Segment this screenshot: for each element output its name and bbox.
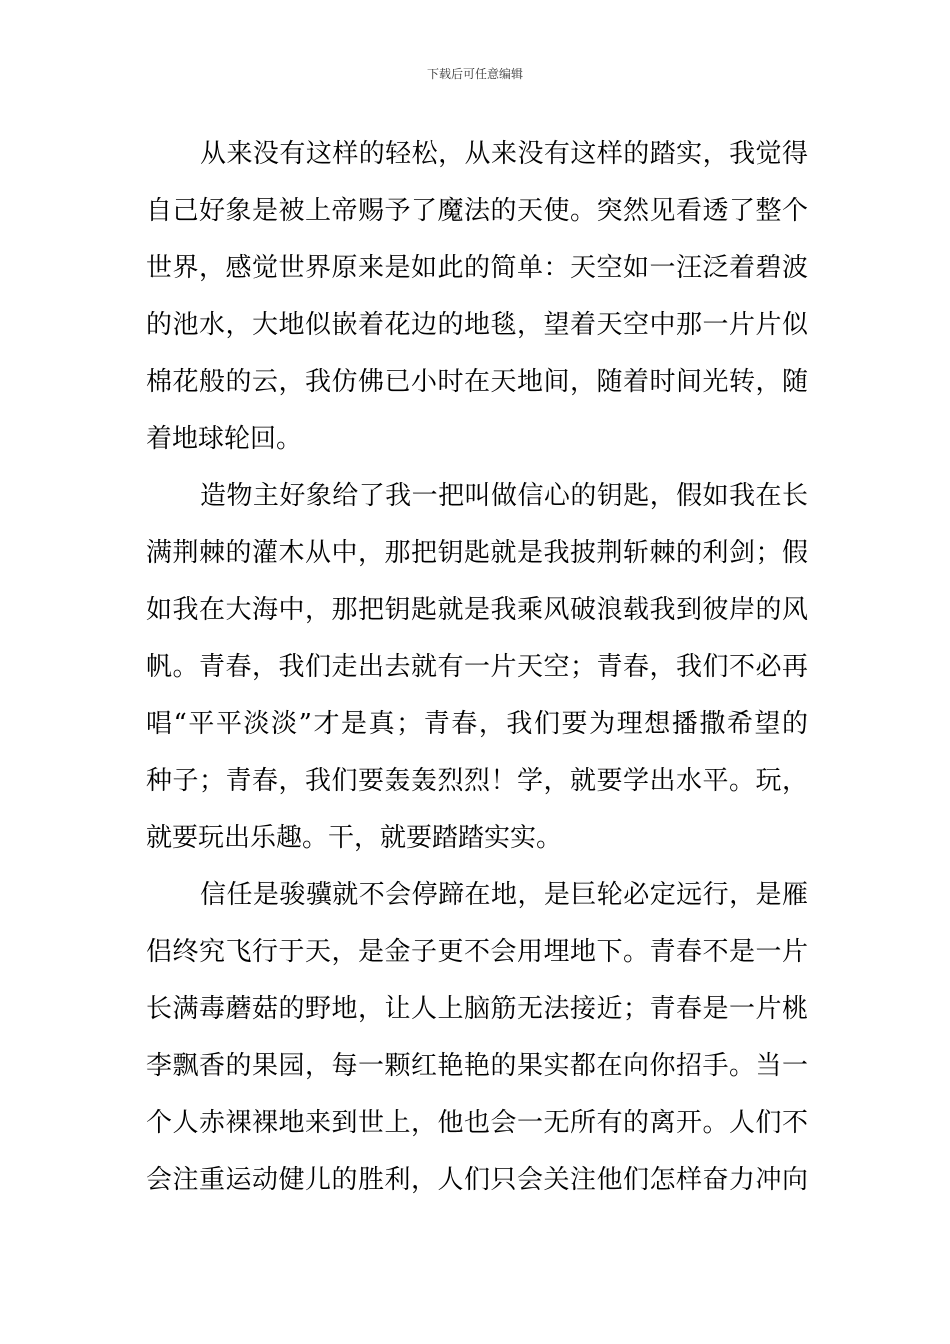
document-body xyxy=(146,126,808,1209)
text-line: 世界，感觉世界原来是如此的简单：天空如一汪泛着碧波 xyxy=(146,253,808,283)
text-line: 信任是骏骥就不会停蹄在地，是巨轮必定远行，是雁 xyxy=(200,880,808,910)
paragraph-1 xyxy=(146,126,808,468)
text-line: 个人赤裸裸地来到世上，他也会一无所有的离开。人们不 xyxy=(146,1108,808,1138)
text-line: 长满毒蘑菇的野地，让人上脑筋无法接近；青春是一片桃 xyxy=(146,994,808,1024)
text-line: 造物主好象给了我一把叫做信心的钥匙，假如我在长 xyxy=(200,481,808,511)
text-line: 如我在大海中，那把钥匙就是我乘风破浪载我到彼岸的风 xyxy=(146,595,808,625)
text-line: 帆。青春，我们走出去就有一片天空；青春，我们不必再 xyxy=(146,652,808,682)
text-line: 李飘香的果园，每一颗红艳艳的果实都在向你招手。当一 xyxy=(146,1051,808,1081)
text-line: 会注重运动健儿的胜利，人们只会关注他们怎样奋力冲向 xyxy=(146,1165,808,1195)
text-line: 着地球轮回。 xyxy=(146,424,303,454)
text-line: 唱“平平淡淡”才是真；青春，我们要为理想播撒希望的 xyxy=(146,709,808,739)
page-header: 下载后可任意编辑 xyxy=(426,67,523,81)
paragraph-3 xyxy=(146,867,808,1209)
text-line: 棉花般的云，我仿佛已小时在天地间，随着时间光转，随 xyxy=(146,367,808,397)
paragraph-2 xyxy=(146,468,808,867)
text-line: 的池水，大地似嵌着花边的地毯，望着天空中那一片片似 xyxy=(146,310,808,340)
text-line: 种子；青春，我们要轰轰烈烈！学，就要学出水平。玩， xyxy=(146,766,808,796)
text-line: 就要玩出乐趣。干，就要踏踏实实。 xyxy=(146,823,563,853)
text-line: 侣终究飞行于天，是金子更不会用埋地下。青春不是一片 xyxy=(146,937,808,967)
text-line: 从来没有这样的轻松，从来没有这样的踏实，我觉得 xyxy=(200,139,808,169)
text-line: 满荆棘的灌木从中，那把钥匙就是我披荆斩棘的利剑；假 xyxy=(146,538,808,568)
text-line: 自己好象是被上帝赐予了魔法的天使。突然见看透了整个 xyxy=(146,196,808,226)
